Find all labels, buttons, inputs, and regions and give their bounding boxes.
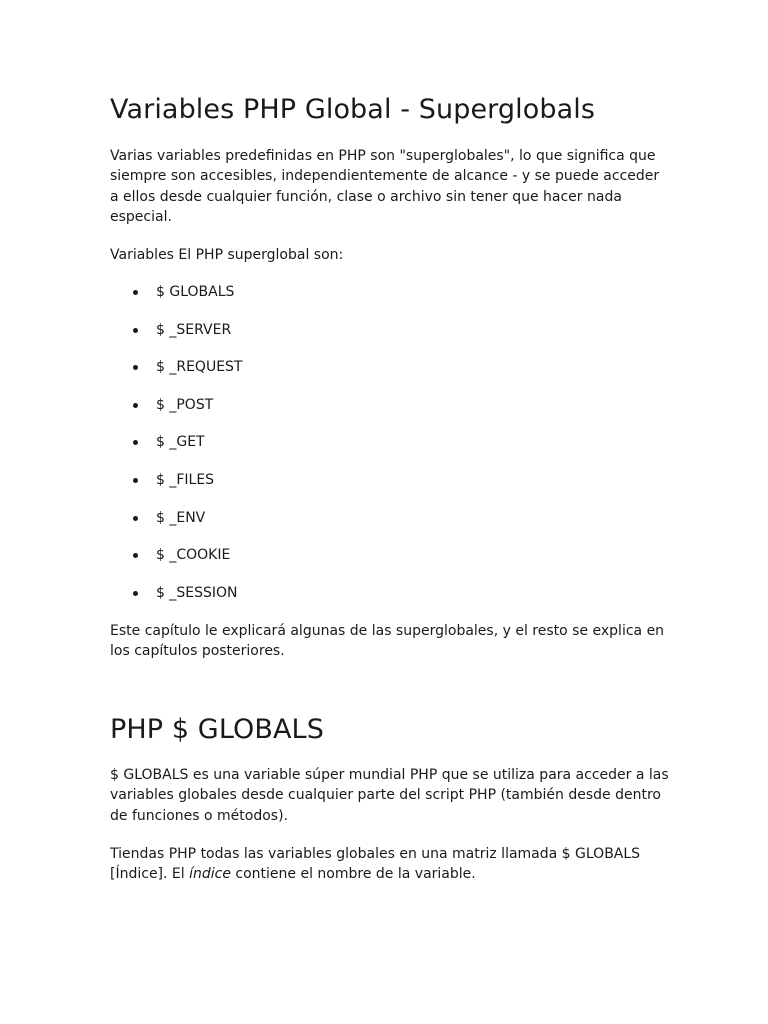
globals-storage-paragraph bbox=[110, 844, 670, 885]
superglobals-lead-text: Variables El PHP superglobal son: bbox=[110, 247, 344, 263]
bullet-icon bbox=[133, 553, 138, 558]
section-title: PHP $ GLOBALS bbox=[110, 714, 324, 745]
bullet-icon bbox=[133, 440, 138, 445]
list-item bbox=[110, 320, 242, 358]
list-item-label: $ _GET bbox=[156, 434, 205, 451]
list-item-label: $ _SESSION bbox=[156, 584, 238, 601]
list-item-label: $ GLOBALS bbox=[156, 284, 235, 300]
bullet-icon bbox=[133, 591, 138, 596]
bullet-icon bbox=[133, 478, 138, 483]
bullet-icon bbox=[133, 516, 138, 521]
page-title: Variables PHP Global - Superglobals bbox=[110, 94, 595, 125]
list-item-label: $ _ENV bbox=[156, 509, 206, 526]
bullet-icon bbox=[133, 328, 138, 333]
list-item-label: $ _REQUEST bbox=[156, 359, 243, 376]
list-item bbox=[110, 508, 242, 546]
intro-paragraph: Varias variables predefinidas en PHP son "superglobales", lo que significa que siempre son accesibles, independientemente de alcance - y se puede acceder a ellos desde cualquier función, clase o archivo sin tener que hacer nada especial. bbox=[110, 148, 660, 226]
bullet-icon bbox=[133, 403, 138, 408]
list-item bbox=[110, 545, 242, 583]
bullet-icon bbox=[133, 365, 138, 370]
list-item bbox=[110, 470, 242, 508]
list-item bbox=[110, 395, 242, 433]
globals-description-paragraph: $ GLOBALS es una variable súper mundial PHP que se utiliza para acceder a las variables globales desde cualquier parte del script PHP (también desde dentro de funciones o métodos). bbox=[110, 767, 669, 824]
list-item-label: $ _POST bbox=[156, 396, 214, 413]
globals-storage-text-end: contiene el nombre de la variable. bbox=[230, 866, 476, 883]
chapter-note-paragraph: Este capítulo le explicará algunas de las superglobales, y el resto se explica en los capítulos posteriores. bbox=[110, 623, 665, 660]
superglobals-list bbox=[110, 282, 242, 620]
list-item-label: $ _COOKIE bbox=[156, 547, 231, 564]
list-item bbox=[110, 583, 242, 621]
list-item bbox=[110, 357, 242, 395]
globals-storage-emphasis: índice bbox=[189, 866, 231, 883]
globals-storage-text-start: Tiendas PHP todas las variables globales en una matriz llamada $ GLOBALS [Índice]. El bbox=[110, 846, 641, 883]
list-item-label: $ _FILES bbox=[156, 471, 215, 488]
list-item bbox=[110, 282, 242, 320]
list-item bbox=[110, 432, 242, 470]
bullet-icon bbox=[133, 290, 138, 295]
list-item-label: $ _SERVER bbox=[156, 321, 232, 338]
